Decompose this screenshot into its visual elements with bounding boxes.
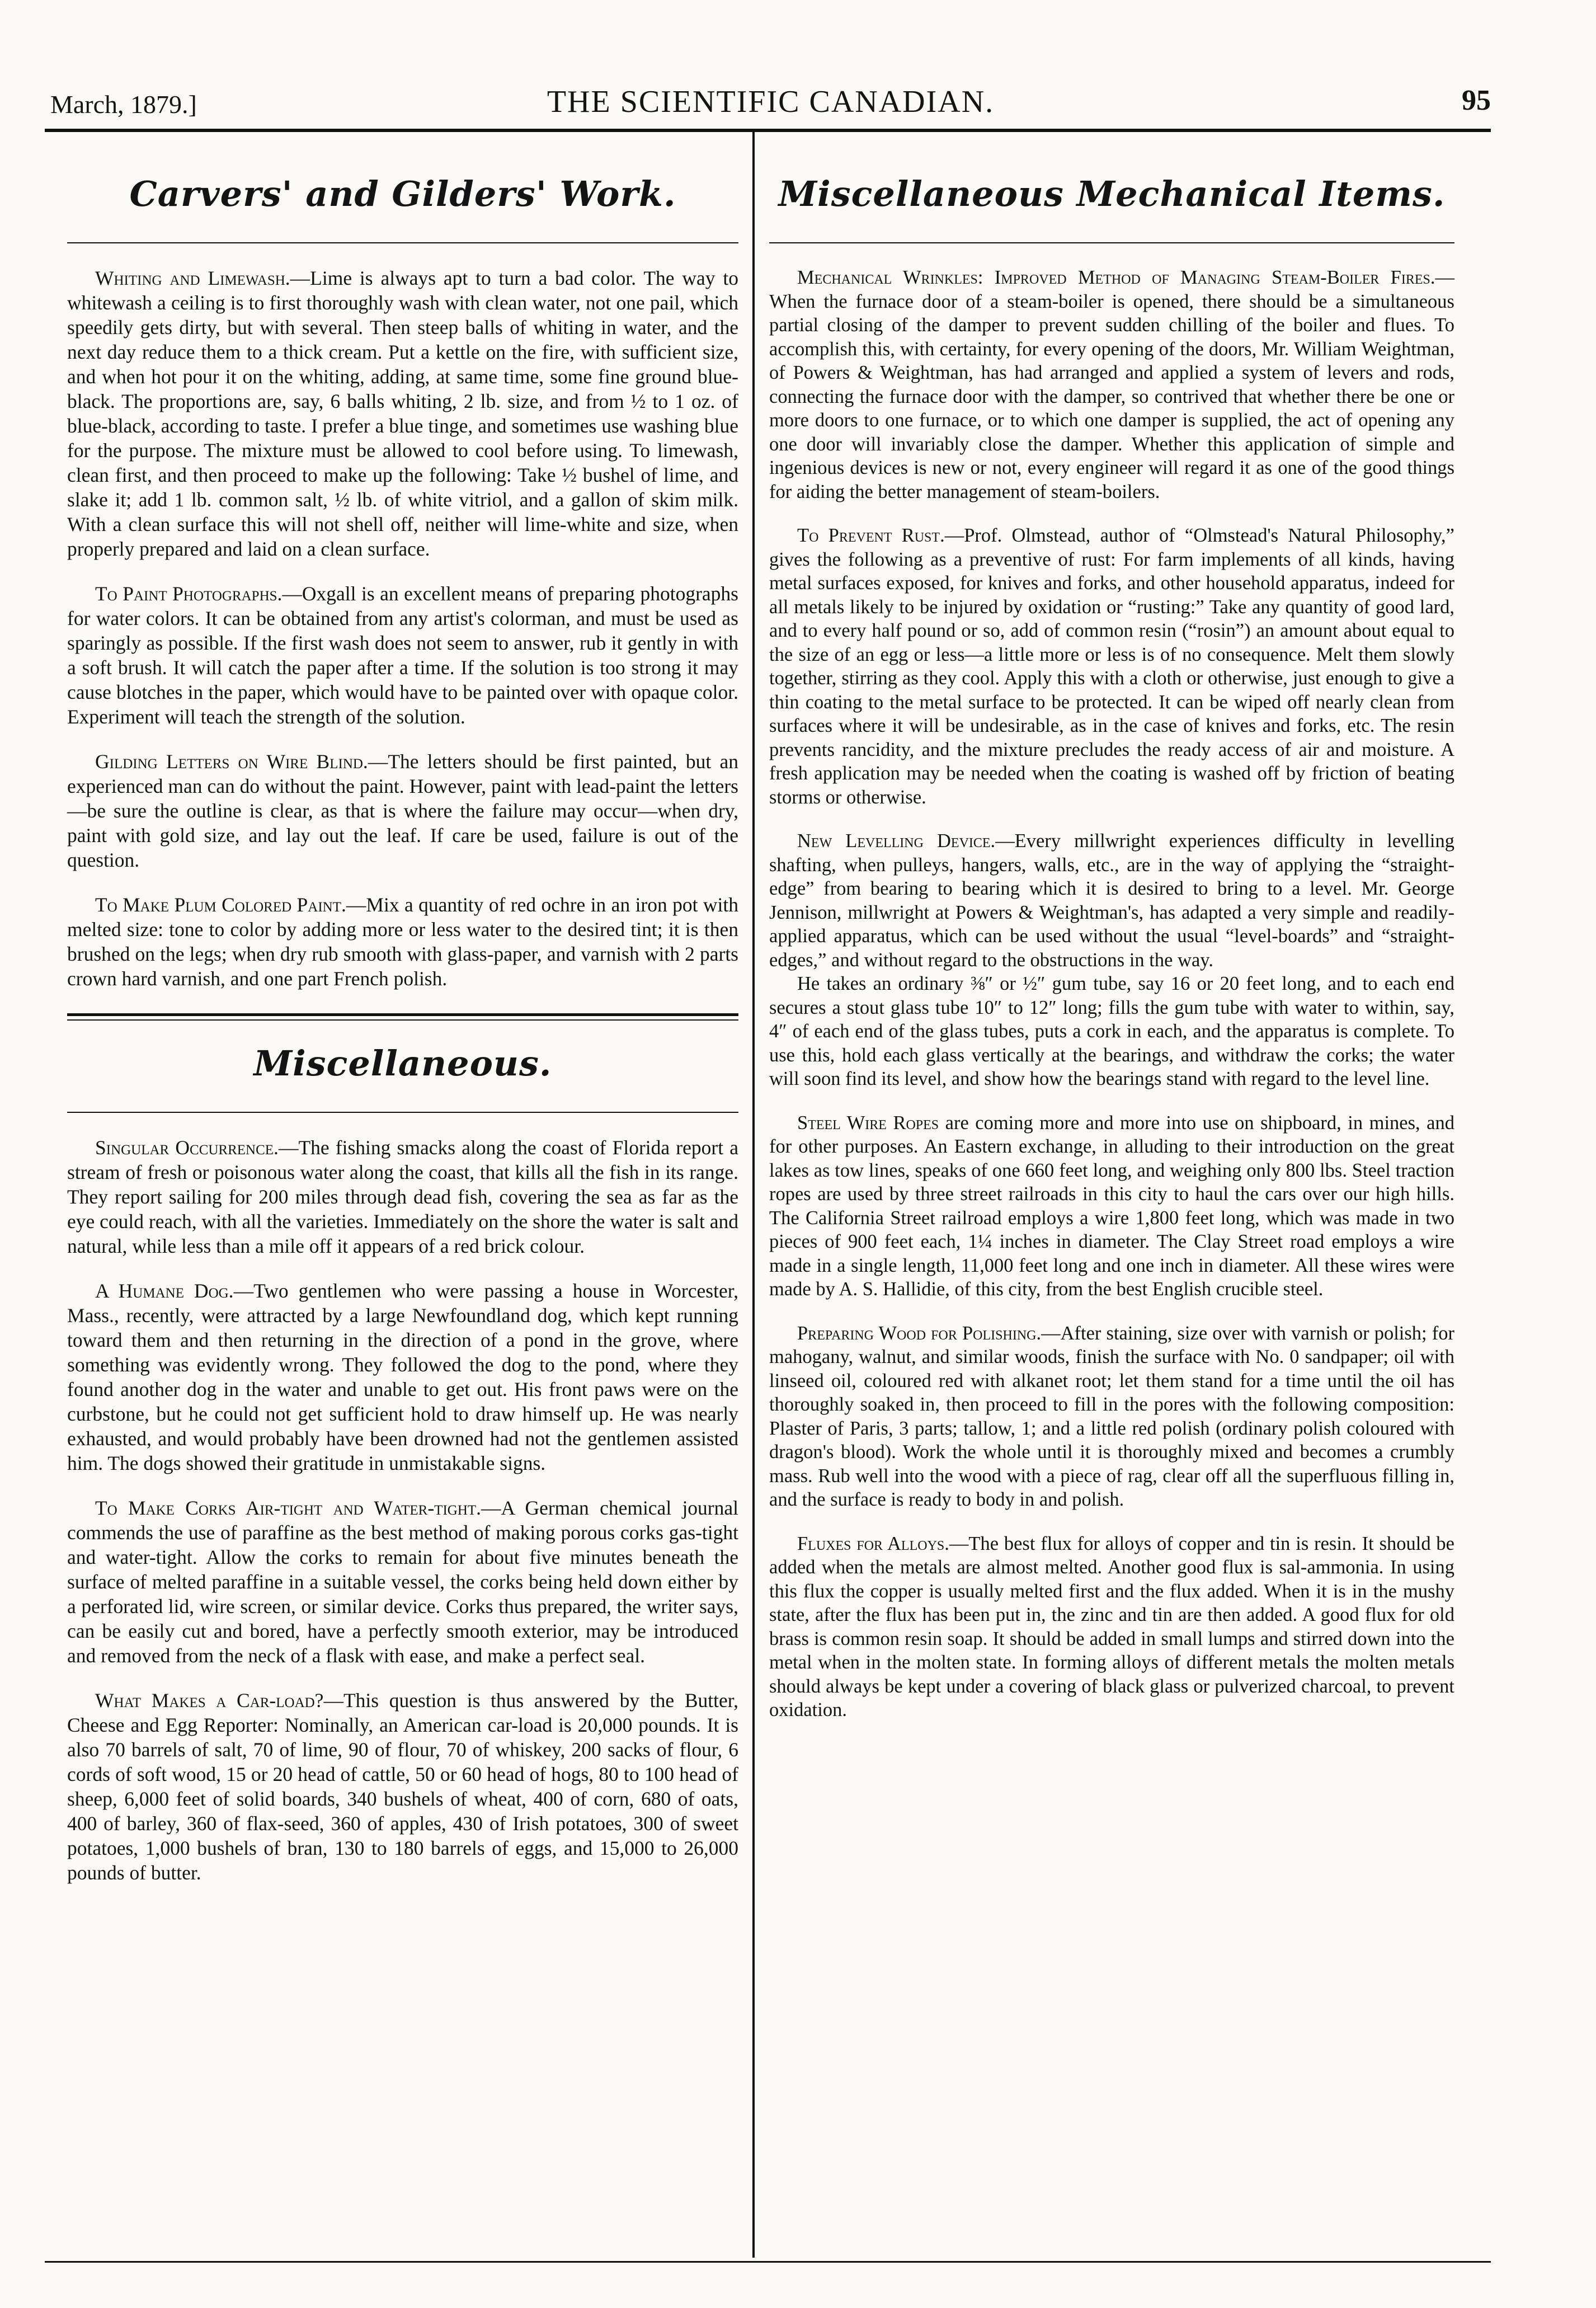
section-rule <box>769 242 1454 243</box>
right-column <box>769 151 1454 1742</box>
section-title-mechanical-items: Miscellaneous Mechanical Items. <box>778 173 1446 214</box>
article-body: —Two gentlemen who were passing a house in Worcester, Mass., recently, were attracted by a large Newfoundland dog, which kept running toward them and then returning in the direction of a pond in the grove, where something was evidently wrong. They followed the dog to the pond, where they found another dog in the water and unable to get out. His front paws were on the curbstone, but he could not get sufficient hold to draw himself up. He was nearly exhausted, and would probably have been drowned had not the gentlemen assisted him. The dogs showed their gratitude in unmistakable signs. <box>67 1280 738 1474</box>
article-body: —After staining, size over with varnish or polish; for mahogany, walnut, and similar woods, finish the surface with No. 0 sandpaper; oil with linseed oil, coloured red with alkanet root; let them stand for a time until the oil has thoroughly soaked in, then proceed to fill in the pores with the following composition: Plaster of Paris, 3 parts; tallow, 1; and a little red polish (ordinary polish coloured with dragon's blood). Work the whole until it is thoroughly mixed and becomes a crumbly mass. Rub well into the wood with a piece of rag, clear off all the superfluous filling in, and the surface is ready to body in and polish. <box>769 1322 1454 1510</box>
article-plum-colored-paint <box>67 892 738 991</box>
article-title: Singular Occurrence. <box>95 1136 279 1159</box>
article-fluxes-alloys <box>769 1532 1454 1722</box>
article-whiting-limewash <box>67 266 738 561</box>
article-body: —When the furnace door of a steam-boiler is opened, there should be a simultaneous partial closing of the damper to prevent sudden chilling of the boiler and flues. To accomplish this, with certainty, for every opening of the doors, Mr. William Weightman, of Powers & Weightman, has had arranged and applied a system of levers and rods, connecting the furnace door with the damper, so contrived that whether there be one or more doors to one furnace, or to which one damper is supplied, the act of opening any one door will invariably close the damper. Whether this application of simple and ingenious devices is new or not, every engineer will regard it as one of the good things for aiding the better management of steam-boilers. <box>769 267 1454 502</box>
article-body: —Prof. Olmstead, author of “Olmstead's Natural Philosophy,” gives the following as a preventive of rust: For farm implements of all kinds, having metal surfaces exposed, for knives and forks, and other household apparatus, indeed for all metals likely to be injured by oxidation or “rusting:” Take any quantity of good lard, and to every half pound or so, add of common resin (“rosin”) an amount about equal to the size of an egg or less—a little more or less is of no consequence. Melt them slowly together, stirring as they cool. Apply this with a cloth or otherwise, just enough to give a thin coating to the metal surface to be protected. It can be wiped off nearly clean from surfaces where it will be undesirable, as in the case of knives and forks, etc. The resin prevents rancidity, and the mixture precludes the ready access of air and moisture. A fresh application may be needed when the coating is washed off by friction of beating storms or otherwise. <box>769 525 1454 808</box>
article-paint-photographs <box>67 581 738 729</box>
article-title: To Make Plum Colored Paint. <box>95 894 346 916</box>
article-body: —The best flux for alloys of copper and tin is resin. It should be added when the metals are almost melted. Another good flux is sal-ammonia. In using this flux the copper is usually melted first and the flux added. When it is in the mushy state, after the flux has been put in, the zinc and tin are then added. A good flux for old brass is common resin soap. It should be added in small lumps and stirred down into the metal when in the molten state. In forming alloys of different metals the molten metals should always be kept under a covering of black glass or pulverized charcoal, to prevent oxidation. <box>769 1533 1454 1721</box>
issue-date: March, 1879.] <box>50 90 197 119</box>
section-separator <box>67 1013 738 1021</box>
article-body: —Oxgall is an excellent means of preparing photographs for water colors. It can be obtained from any artist's colorman, and must be used as sparingly as possible. If the first wash does not seem to answer, rub it gently in with a soft brush. It will catch the paper after a time. If the solution is too strong it may cause blotches in the paper, which would have to be painted over with opaque color. Experiment will teach the strength of the solution. <box>67 582 738 728</box>
article-title: Fluxes for Alloys. <box>797 1533 949 1554</box>
article-body: —A German chemical journal commends the use of paraffine as the best method of making porous corks gas-tight and water-tight. Allow the corks to remain for about five minutes beneath the surface of melted paraffine in a suitable vessel, the corks being held down either by a perforated lid, wire screen, or similar device. Corks thus prepared, the writer says, can be easily cut and bored, have a perfectly smooth exterior, may be introduced and removed from the neck of a flask with ease, and make a perfect seal. <box>67 1497 738 1667</box>
article-gilding-letters <box>67 749 738 872</box>
section-rule <box>67 242 738 243</box>
article-preparing-wood <box>769 1322 1454 1512</box>
article-mechanical-wrinkles <box>769 266 1454 504</box>
article-levelling-device <box>769 829 1454 972</box>
article-singular-occurrence <box>67 1135 738 1258</box>
article-humane-dog <box>67 1278 738 1475</box>
publication-title: THE SCIENTIFIC CANADIAN. <box>547 84 995 119</box>
left-column <box>67 151 738 1905</box>
article-steel-wire-ropes <box>769 1111 1454 1301</box>
article-title: To Paint Photographs. <box>95 582 283 605</box>
article-body: —Lime is always apt to turn a bad color. The way to whitewash a ceiling is to first thoroughly wash with clean water, not one pail, which speedily gets dirty, but with several. Then steep balls of whiting in water, and the next day reduce them to a thick cream. Put a kettle on the fire, with sufficient size, and when hot pour it on the whiting, adding, at same time, some fine ground blue-black. The proportions are, say, 6 balls whiting, 2 lb. size, and from ½ to 1 oz. of blue-black, according to taste. I prefer a blue tinge, and sometimes use washing blue for the purpose. The mixture must be allowed to cool before using. To limewash, clean first, and then proceed to make up the following: Take ½ bushel of lime, and slake it; add 1 lb. common salt, ½ lb. of white vitriol, and a gallon of skim milk. With a clean surface this will not shell off, neither will lime-white and size, when properly prepared and laid on a clean surface. <box>67 267 738 560</box>
article-title: To Make Corks Air-tight and Water-tight. <box>95 1497 482 1519</box>
article-levelling-device-continued <box>769 972 1454 1091</box>
article-title: Whiting and Limewash. <box>95 267 290 289</box>
article-body: —Mix a quantity of red ochre in an iron pot with melted size: tone to color by adding more or less water to the desired tint; it is then brushed on the legs; when dry rub smooth with glass-paper, and varnish with 2 parts crown hard varnish, and one part French polish. <box>67 894 738 990</box>
article-body: He takes an ordinary ⅜″ or ½″ gum tube, say 16 or 20 feet long, and to each end secures a stout glass tube 10″ to 12″ long; fills the gum tube with water to within, say, 4″ of each end of the glass tubes, puts a cork in each, and the apparatus is complete. To use this, hold each glass vertically at the bearings, and withdraw the corks; the water will soon find its level, and show how the bearings stand with regard to the level line. <box>769 973 1454 1089</box>
article-title: What Makes a Car-load? <box>95 1689 324 1712</box>
article-corks-airtight <box>67 1496 738 1668</box>
section-title-carvers-gilders: Carvers' and Gilders' Work. <box>129 173 676 214</box>
article-title: Gilding Letters on Wire Blind. <box>95 750 368 773</box>
article-body: —This question is thus answered by the Butter, Cheese and Egg Reporter: Nominally, an American car-load is 20,000 pounds. It is also 70 barrels of salt, 70 of lime, 90 of flour, 70 of whiskey, 200 sacks of flour, 6 cords of soft wood, 15 or 20 head of cattle, 50 or 60 head of hogs, 80 to 100 head of sheep, 6,000 feet of solid boards, 340 bushels of wheat, 400 of corn, 680 of oats, 400 of barley, 360 of flax-seed, 360 of apples, 430 of Irish potatoes, 300 of sweet potatoes, 1,000 bushels of bran, 130 to 180 barrels of eggs, and 15,000 to 26,000 pounds of butter. <box>67 1689 739 1884</box>
article-title: Steel Wire Ropes <box>797 1112 939 1134</box>
page-header <box>50 78 1491 129</box>
article-car-load <box>67 1688 738 1885</box>
article-body: —The letters should be first painted, but an experienced man can do without the paint. However, paint with lead-paint the letters—be sure the outline is clear, as that is where the failure may occur—when dry, paint with gold size, and lay out the leaf. If care be used, failure is out of the question. <box>67 750 738 871</box>
section-title-miscellaneous: Miscellaneous. <box>253 1043 552 1084</box>
article-title: Mechanical Wrinkles: Improved Method of Managing Steam-Boiler Fires. <box>797 267 1435 288</box>
article-body: are coming more and more into use on shipboard, in mines, and for other purposes. An Eastern exchange, in alluding to their introduction on the great lakes as tow lines, speaks of one 660 feet long, and weighing only 800 lbs. Steel traction ropes are used by three street railroads in this city to haul the cars over our high hills. The California Street railroad employs a wire 1,800 feet long, which was made in two pieces of 900 feet each, 1¼ inches in diameter. The Clay Street road employs a wire made in a single length, 11,000 feet long and one inch in diameter. All these wires were made by A. S. Hallidie, of this city, from the best English crucible steel. <box>769 1112 1454 1300</box>
article-title: To Prevent Rust. <box>797 525 945 546</box>
article-prevent-rust <box>769 524 1454 809</box>
article-body: —The fishing smacks along the coast of Florida report a stream of fresh or poisonous water along the coast, that kills all the fish in its range. They report sailing for 200 miles through dead fish, covering the sea as far as the eye could reach, with all the varieties. Immediately on the shore the water is salt and natural, while less than a mile off it appears of a red brick colour. <box>67 1136 738 1257</box>
article-body: —Every millwright experiences difficulty in levelling shafting, when pulleys, hangers, walls, etc., are in the way of applying the “straight-edge” from bearing to bearing which it is desired to bring to a level. Mr. George Jennison, millwright at Powers & Weightman's, has adapted a very simple and readily-applied apparatus, which can be used without the usual “level-boards” and “straight-edges,” and without regard to the obstructions in the way. <box>769 830 1454 971</box>
article-title: Preparing Wood for Polishing. <box>797 1322 1042 1344</box>
page-number: 95 <box>1462 84 1491 116</box>
column-divider <box>752 131 755 2258</box>
article-title: A Humane Dog. <box>95 1280 234 1302</box>
section-rule <box>67 1112 738 1113</box>
article-title: New Levelling Device. <box>797 830 996 852</box>
